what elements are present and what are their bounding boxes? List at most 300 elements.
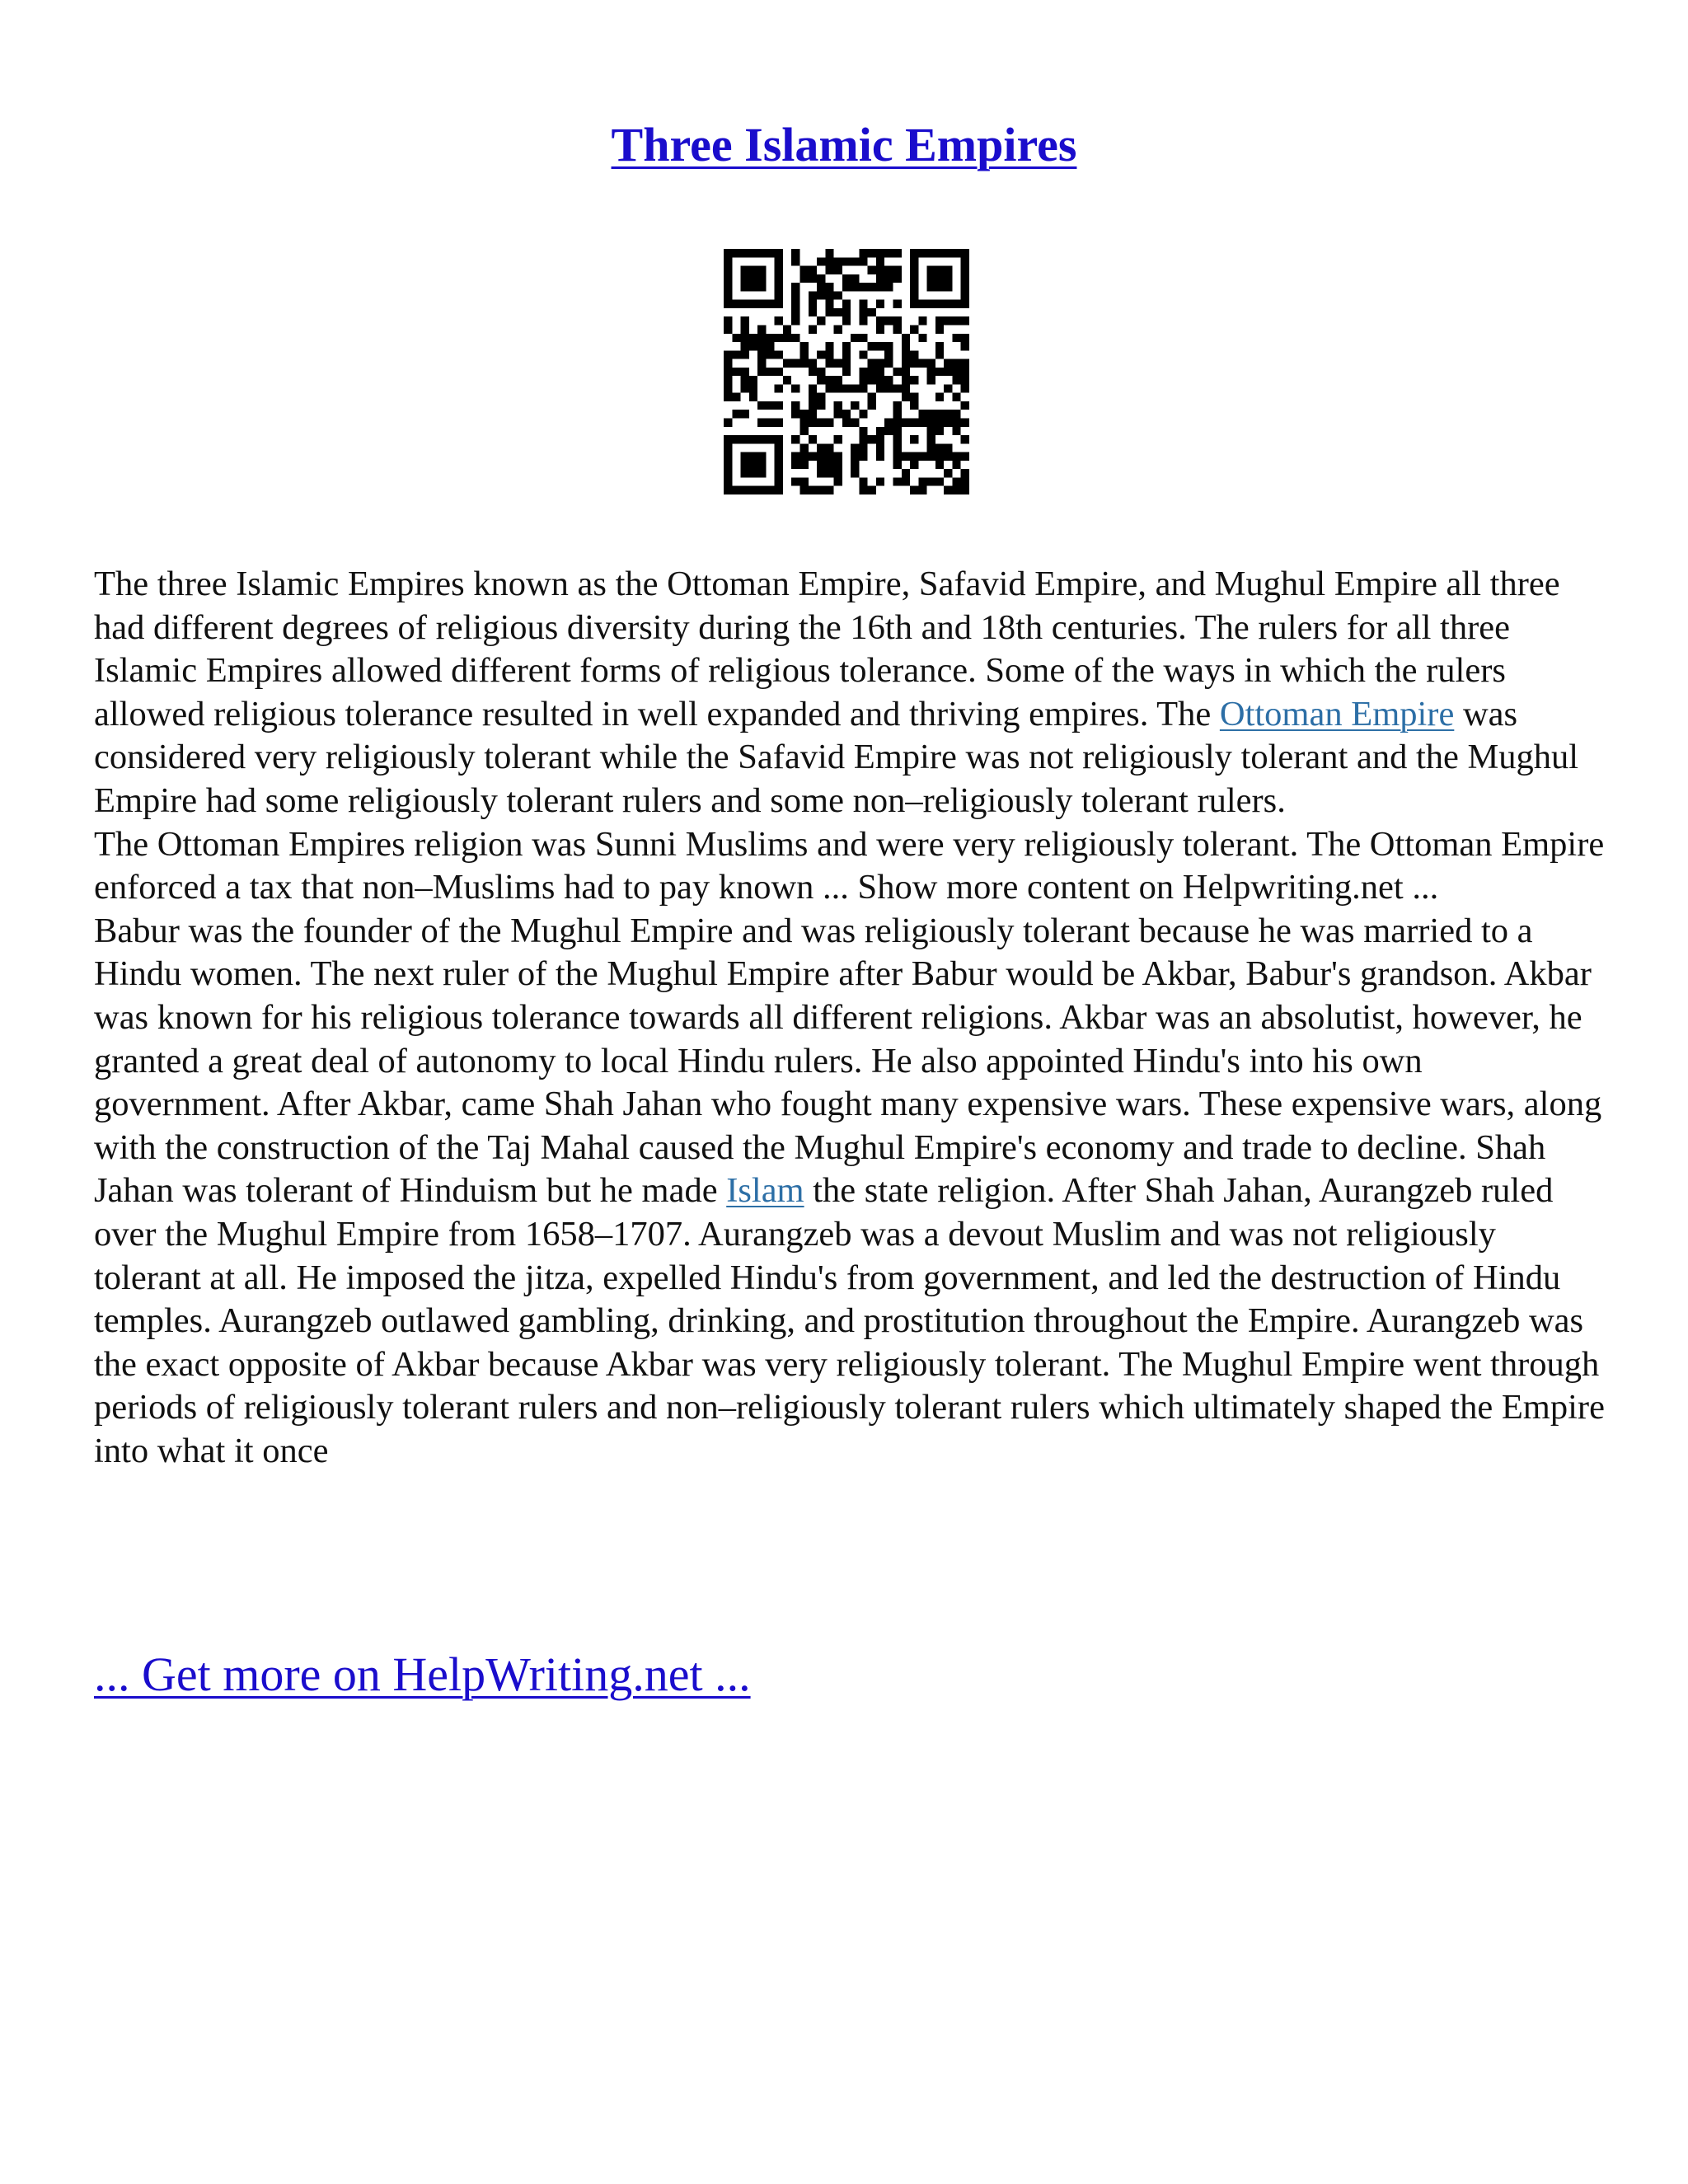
qr-module bbox=[893, 274, 902, 283]
qr-module bbox=[859, 427, 867, 435]
qr-module bbox=[851, 419, 859, 427]
qr-module bbox=[935, 477, 944, 485]
qr-module bbox=[902, 469, 910, 477]
qr-module bbox=[851, 334, 859, 342]
qr-module bbox=[876, 435, 884, 443]
qr-module bbox=[952, 477, 960, 485]
qr-module bbox=[961, 384, 969, 392]
qr-module bbox=[809, 401, 817, 410]
qr-module bbox=[842, 419, 851, 427]
qr-module bbox=[809, 368, 817, 376]
page-title-container bbox=[0, 117, 1688, 172]
qr-module bbox=[859, 316, 867, 325]
qr-module bbox=[817, 461, 825, 469]
qr-module bbox=[799, 342, 808, 350]
paragraph-intro bbox=[94, 563, 1606, 823]
article-body bbox=[94, 563, 1606, 1473]
qr-module bbox=[902, 334, 910, 342]
qr-module bbox=[952, 334, 960, 342]
qr-module bbox=[927, 368, 935, 376]
qr-module bbox=[741, 376, 749, 384]
qr-module bbox=[817, 486, 825, 494]
qr-module bbox=[884, 316, 893, 325]
qr-module bbox=[834, 461, 842, 469]
qr-module bbox=[724, 419, 732, 427]
qr-module bbox=[944, 469, 952, 477]
qr-module bbox=[809, 266, 817, 274]
qr-module bbox=[817, 401, 825, 410]
qr-module bbox=[825, 342, 833, 350]
qr-module bbox=[859, 477, 867, 485]
qr-module bbox=[724, 350, 732, 359]
qr-module bbox=[791, 300, 799, 308]
qr-module bbox=[809, 274, 817, 283]
qr-module bbox=[876, 274, 884, 283]
qr-module bbox=[893, 477, 902, 485]
qr-module bbox=[859, 376, 867, 384]
qr-module bbox=[884, 359, 893, 368]
qr-module bbox=[876, 300, 884, 308]
qr-module bbox=[842, 257, 851, 265]
get-more-link[interactable]: ... Get more on HelpWriting.net ... bbox=[94, 1647, 751, 1701]
qr-module bbox=[868, 393, 876, 401]
qr-module bbox=[910, 359, 918, 368]
qr-module bbox=[918, 410, 926, 418]
qr-module bbox=[741, 384, 749, 392]
qr-module bbox=[817, 257, 825, 265]
qr-module bbox=[766, 334, 774, 342]
qr-module bbox=[893, 368, 902, 376]
qr-module bbox=[868, 283, 876, 291]
qr-module bbox=[842, 350, 851, 359]
qr-module bbox=[893, 300, 902, 308]
paragraph-ottoman: The Ottoman Empires religion was Sunni Muslims and were very religiously tolerant. The Ottoman Empire enforced a tax that non–Muslims had to pay known ... Show more content on Helpwriting.net ... bbox=[94, 824, 1605, 907]
qr-module bbox=[834, 410, 842, 418]
qr-module bbox=[935, 368, 944, 376]
qr-module bbox=[775, 350, 783, 359]
qr-module bbox=[842, 368, 851, 376]
qr-module bbox=[910, 401, 918, 410]
qr-module bbox=[741, 368, 749, 376]
qr-module bbox=[851, 401, 859, 410]
qr-module bbox=[902, 350, 910, 359]
qr-module bbox=[799, 477, 808, 485]
qr-module bbox=[825, 419, 833, 427]
qr-module bbox=[876, 384, 884, 392]
get-more-container bbox=[94, 1647, 751, 1702]
qr-module bbox=[825, 452, 833, 461]
qr-module bbox=[757, 350, 766, 359]
qr-module bbox=[918, 316, 926, 325]
qr-module bbox=[868, 486, 876, 494]
qr-module bbox=[876, 316, 884, 325]
qr-module bbox=[834, 469, 842, 477]
qr-module bbox=[791, 334, 799, 342]
qr-module bbox=[724, 393, 732, 401]
qr-module bbox=[868, 342, 876, 350]
qr-module bbox=[961, 419, 969, 427]
qr-module bbox=[944, 316, 952, 325]
qr-module bbox=[834, 266, 842, 274]
qr-module bbox=[817, 469, 825, 477]
qr-module bbox=[851, 443, 859, 452]
qr-module bbox=[741, 325, 749, 333]
qr-module bbox=[902, 393, 910, 401]
qr-module bbox=[817, 291, 825, 299]
qr-module bbox=[868, 401, 876, 410]
qr-module bbox=[876, 359, 884, 368]
qr-module bbox=[859, 300, 867, 308]
qr-module bbox=[961, 452, 969, 461]
qr-module bbox=[809, 359, 817, 368]
qr-module bbox=[944, 486, 952, 494]
qr-module bbox=[876, 342, 884, 350]
qr-module bbox=[876, 249, 884, 257]
qr-module bbox=[791, 477, 799, 485]
qr-module bbox=[935, 393, 944, 401]
qr-module bbox=[859, 249, 867, 257]
qr-module bbox=[952, 486, 960, 494]
qr-module bbox=[859, 435, 867, 443]
qr-module bbox=[842, 359, 851, 368]
qr-module bbox=[859, 308, 867, 316]
qr-module bbox=[868, 368, 876, 376]
qr-module bbox=[842, 308, 851, 316]
qr-module bbox=[834, 308, 842, 316]
qr-module bbox=[817, 316, 825, 325]
paragraph-mughul bbox=[94, 910, 1606, 1474]
qr-module bbox=[927, 376, 935, 384]
qr-module bbox=[851, 452, 859, 461]
qr-module bbox=[893, 384, 902, 392]
qr-module bbox=[791, 461, 799, 469]
qr-module bbox=[817, 283, 825, 291]
qr-module bbox=[876, 266, 884, 274]
qr-module bbox=[952, 461, 960, 469]
qr-module bbox=[952, 316, 960, 325]
qr-module bbox=[842, 410, 851, 418]
qr-module bbox=[825, 266, 833, 274]
qr-module bbox=[834, 376, 842, 384]
qr-module bbox=[884, 249, 893, 257]
qr-module bbox=[944, 443, 952, 452]
qr-module bbox=[902, 477, 910, 485]
qr-module bbox=[859, 257, 867, 265]
qr-module bbox=[825, 469, 833, 477]
qr-module bbox=[859, 452, 867, 461]
qr-module bbox=[799, 452, 808, 461]
qr-module bbox=[868, 249, 876, 257]
qr-module bbox=[749, 384, 757, 392]
qr-module bbox=[961, 376, 969, 384]
qr-module bbox=[825, 300, 833, 308]
qr-module bbox=[868, 266, 876, 274]
qr-module bbox=[910, 376, 918, 384]
qr-module bbox=[876, 443, 884, 452]
paragraph-intro-text-a: The three Islamic Empires known as the Ottoman Empire, Safavid Empire, and Mughul Empire all three had different degrees of religious diversity during the 16th and 18th centuries. The rulers for all three Islamic Empires allowed different forms of religious tolerance. Some of the ways in which the rulers allowed religious tolerance resulted in well expanded and thriving empires. The bbox=[94, 565, 1560, 733]
qr-module bbox=[952, 419, 960, 427]
qr-module bbox=[961, 368, 969, 376]
qr-module bbox=[902, 368, 910, 376]
qr-module bbox=[834, 257, 842, 265]
qr-module bbox=[809, 435, 817, 443]
qr-module bbox=[799, 359, 808, 368]
qr-module bbox=[935, 410, 944, 418]
qr-module bbox=[817, 452, 825, 461]
qr-module bbox=[825, 486, 833, 494]
qr-module bbox=[809, 325, 817, 333]
qr-module bbox=[741, 350, 749, 359]
qr-module bbox=[876, 368, 884, 376]
qr-module bbox=[851, 283, 859, 291]
qr-module bbox=[791, 308, 799, 316]
qr-module bbox=[927, 477, 935, 485]
qr-module bbox=[927, 410, 935, 418]
qr-module bbox=[935, 443, 944, 452]
qr-module bbox=[757, 359, 766, 368]
qr-module bbox=[791, 257, 799, 265]
qr-module bbox=[783, 359, 791, 368]
qr-module bbox=[775, 316, 783, 325]
qr-module bbox=[724, 376, 732, 384]
qr-module bbox=[741, 334, 749, 342]
qr-module bbox=[799, 419, 808, 427]
qr-module bbox=[884, 283, 893, 291]
qr-module bbox=[859, 350, 867, 359]
qr-module bbox=[766, 342, 774, 350]
qr-module bbox=[799, 410, 808, 418]
qr-module bbox=[893, 401, 902, 410]
qr-module bbox=[799, 486, 808, 494]
qr-module bbox=[935, 325, 944, 333]
qr-module bbox=[825, 384, 833, 392]
qr-module bbox=[859, 486, 867, 494]
qr-module bbox=[842, 300, 851, 308]
qr-module bbox=[851, 384, 859, 392]
qr-module bbox=[884, 266, 893, 274]
qr-module bbox=[944, 359, 952, 368]
qr-module bbox=[868, 376, 876, 384]
qr-module bbox=[834, 291, 842, 299]
qr-module bbox=[757, 368, 766, 376]
qr-module bbox=[791, 410, 799, 418]
qr-module bbox=[749, 342, 757, 350]
qr-module bbox=[757, 325, 766, 333]
qr-module bbox=[935, 316, 944, 325]
qr-module bbox=[834, 452, 842, 461]
qr-module bbox=[834, 477, 842, 485]
page-title-link[interactable]: Three Islamic Empires bbox=[611, 118, 1077, 171]
qr-module bbox=[775, 334, 783, 342]
qr-module bbox=[952, 393, 960, 401]
qr-module bbox=[893, 325, 902, 333]
qr-module bbox=[834, 401, 842, 410]
qr-module bbox=[944, 384, 952, 392]
qr-module bbox=[783, 376, 791, 384]
qr-module bbox=[791, 401, 799, 410]
qr-module bbox=[757, 401, 766, 410]
paragraph-intro-text-b: was considered very religiously tolerant while the Safavid Empire was not religiously tolerant and the Mughul Empire had some religiously tolerant rulers and some non–religiously tolerant rulers. bbox=[94, 694, 1579, 820]
qr-module bbox=[809, 393, 817, 401]
qr-module bbox=[859, 283, 867, 291]
qr-module bbox=[799, 427, 808, 435]
qr-module bbox=[732, 393, 740, 401]
qr-module bbox=[884, 427, 893, 435]
islam-link[interactable]: Islam bbox=[726, 1171, 804, 1211]
ottoman-empire-link[interactable]: Ottoman Empire bbox=[1219, 694, 1455, 733]
qr-module bbox=[851, 469, 859, 477]
qr-module bbox=[952, 359, 960, 368]
qr-module bbox=[868, 435, 876, 443]
qr-module bbox=[766, 419, 774, 427]
qr-module bbox=[884, 419, 893, 427]
qr-module bbox=[952, 452, 960, 461]
qr-module bbox=[910, 486, 918, 494]
qr-module bbox=[791, 435, 799, 443]
qr-module bbox=[825, 291, 833, 299]
qr-module bbox=[799, 443, 808, 452]
qr-module bbox=[952, 376, 960, 384]
qr-module bbox=[893, 316, 902, 325]
qr-module bbox=[799, 350, 808, 359]
qr-module bbox=[783, 325, 791, 333]
qr-module bbox=[741, 342, 749, 350]
qr-module bbox=[724, 368, 732, 376]
qr-module bbox=[961, 342, 969, 350]
qr-module bbox=[817, 443, 825, 452]
qr-module bbox=[825, 350, 833, 359]
qr-module bbox=[817, 393, 825, 401]
qr-module bbox=[918, 486, 926, 494]
qr-module bbox=[884, 350, 893, 359]
qr-module bbox=[859, 368, 867, 376]
qr-module bbox=[766, 401, 774, 410]
qr-module bbox=[791, 283, 799, 291]
qr-module bbox=[791, 249, 799, 257]
qr-module bbox=[799, 266, 808, 274]
qr-module bbox=[825, 443, 833, 452]
qr-module bbox=[961, 334, 969, 342]
qr-module bbox=[918, 477, 926, 485]
qr-module bbox=[741, 410, 749, 418]
qr-module bbox=[935, 452, 944, 461]
qr-module bbox=[809, 300, 817, 308]
qr-module bbox=[952, 427, 960, 435]
qr-module bbox=[809, 486, 817, 494]
qr-module bbox=[724, 325, 732, 333]
qr-module bbox=[876, 452, 884, 461]
qr-module bbox=[859, 443, 867, 452]
paragraph-mughul-text-a: Babur was the founder of the Mughul Empire and was religiously tolerant because he was married to a Hindu women. The next ruler of the Mughul Empire after Babur would be Akbar, Babur's grandson. Akbar was known for his religious tolerance towards all different religions. Akbar was an absolutist, however, he granted a great deal of autonomy to local Hindu rulers. He also appointed Hindu's into his own government. After Akbar, came Shah Jahan who fought many expensive wars. These expensive wars, along with the construction of the Taj Mahal caused the Mughul Empire's economy and trade to decline. Shah Jahan was tolerant of Hinduism but he made bbox=[94, 911, 1602, 1211]
qr-module bbox=[825, 257, 833, 265]
qr-module bbox=[809, 410, 817, 418]
qr-module bbox=[944, 368, 952, 376]
qr-module bbox=[952, 410, 960, 418]
qr-module bbox=[910, 393, 918, 401]
qr-module bbox=[825, 461, 833, 469]
qr-module bbox=[918, 359, 926, 368]
qr-module bbox=[851, 257, 859, 265]
qr-module bbox=[749, 334, 757, 342]
qr-module bbox=[893, 266, 902, 274]
qr-module bbox=[775, 384, 783, 392]
paragraph-mughul-text-b: the state religion. After Shah Jahan, Aurangzeb ruled over the Mughul Empire from 1658–1707. Aurangzeb was a devout Muslim and was not religiously tolerant at all. He imposed the jitza, expelled Hindu's from government, and led the destruction of Hindu temples. Aurangzeb outlawed gambling, drinking, and prostitution throughout the Empire. Aurangzeb was the exact opposite of Akbar because Akbar was very religiously tolerant. The Mughul Empire went through periods of religiously tolerant rulers and non–religiously tolerant rulers which ultimately shaped the Empire into what it once bbox=[94, 1171, 1605, 1470]
qr-module bbox=[902, 384, 910, 392]
qr-module bbox=[859, 334, 867, 342]
qr-module bbox=[902, 376, 910, 384]
qr-module bbox=[851, 274, 859, 283]
qr-module bbox=[749, 393, 757, 401]
qr-module bbox=[817, 368, 825, 376]
qr-module bbox=[817, 274, 825, 283]
qr-module bbox=[859, 410, 867, 418]
qr-module bbox=[775, 419, 783, 427]
qr-module bbox=[791, 359, 799, 368]
qr-module bbox=[757, 342, 766, 350]
qr-module bbox=[724, 316, 732, 325]
qr-module bbox=[884, 384, 893, 392]
qr-module bbox=[842, 316, 851, 325]
qr-module bbox=[825, 359, 833, 368]
qr-module bbox=[724, 384, 732, 392]
qr-module bbox=[902, 359, 910, 368]
qr-module bbox=[961, 477, 969, 485]
qr-module bbox=[809, 291, 817, 299]
qr-module bbox=[834, 384, 842, 392]
qr-module bbox=[791, 452, 799, 461]
qr-module bbox=[741, 316, 749, 325]
qr-module bbox=[876, 376, 884, 384]
qr-module bbox=[859, 384, 867, 392]
qr-module bbox=[775, 368, 783, 376]
qr-module bbox=[935, 342, 944, 350]
qr-module bbox=[791, 384, 799, 392]
qr-module bbox=[944, 419, 952, 427]
qr-module bbox=[918, 334, 926, 342]
qr-module bbox=[766, 350, 774, 359]
qr-module bbox=[732, 350, 740, 359]
qr-module bbox=[961, 435, 969, 443]
qr-module bbox=[825, 376, 833, 384]
qr-module bbox=[817, 376, 825, 384]
qr-module bbox=[876, 257, 884, 265]
qr-module bbox=[902, 342, 910, 350]
qr-module bbox=[884, 342, 893, 350]
qr-module bbox=[749, 376, 757, 384]
qr-module bbox=[791, 316, 799, 325]
qr-module bbox=[817, 350, 825, 359]
qr-module bbox=[817, 419, 825, 427]
qr-module bbox=[842, 283, 851, 291]
qr-module bbox=[842, 274, 851, 283]
qr-module bbox=[952, 368, 960, 376]
qr-module bbox=[876, 427, 884, 435]
qr-module bbox=[876, 325, 884, 333]
qr-module bbox=[961, 316, 969, 325]
qr-module bbox=[809, 308, 817, 316]
qr-module bbox=[809, 384, 817, 392]
qr-module bbox=[842, 384, 851, 392]
qr-module bbox=[825, 308, 833, 316]
qr-module bbox=[842, 342, 851, 350]
qr-module bbox=[732, 410, 740, 418]
qr-module bbox=[799, 461, 808, 469]
qr-module bbox=[825, 283, 833, 291]
qr-module bbox=[834, 359, 842, 368]
qr-module bbox=[961, 359, 969, 368]
qr-module bbox=[757, 419, 766, 427]
qr-module bbox=[961, 469, 969, 477]
